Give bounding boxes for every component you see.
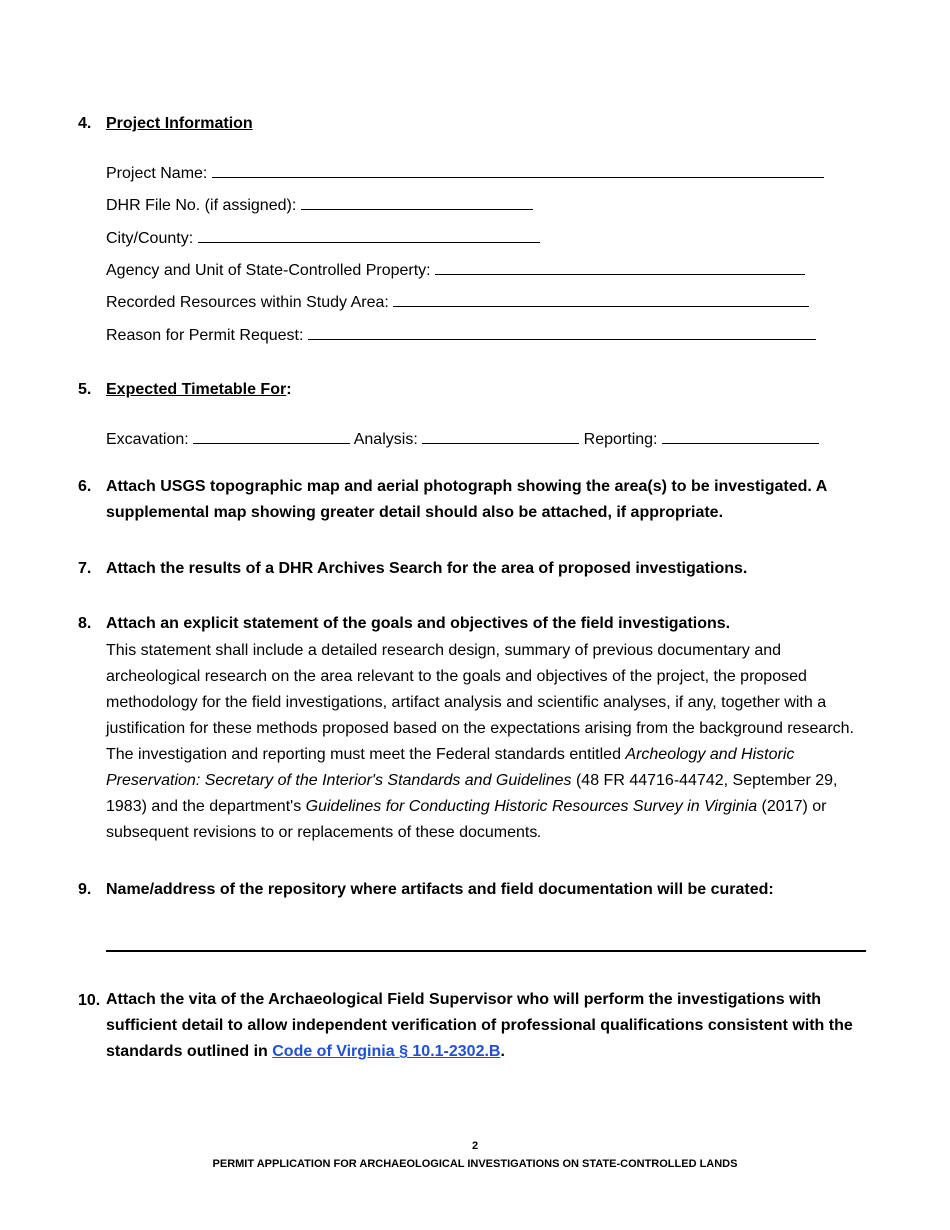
section-10-end-period: . xyxy=(500,1043,505,1060)
section-7-text: Attach the results of a DHR Archives Search for the area of proposed investigations. xyxy=(106,560,748,577)
reason-label: Reason for Permit Request: xyxy=(106,327,304,344)
section-8-italic-title-2: Guidelines for Conducting Historic Resources Survey in Virginia xyxy=(305,798,758,815)
excavation-field[interactable] xyxy=(193,428,350,444)
section-5-colon: : xyxy=(286,381,292,398)
section-8-body xyxy=(106,638,876,846)
section-7-number: 7. xyxy=(78,560,92,577)
section-8-italic-title-1: Archeology and Historic Preservation: Secretary of the Interior's Standards and Guidelines xyxy=(106,746,795,789)
section-4-heading: Project Information xyxy=(106,115,253,132)
page-number: 2 xyxy=(471,1140,479,1152)
section-5-heading: Expected Timetable For xyxy=(106,381,287,398)
dhr-file-row xyxy=(106,194,533,216)
resources-row xyxy=(106,291,809,313)
city-county-row xyxy=(106,227,540,249)
section-5-heading-row xyxy=(106,380,292,400)
timetable-row xyxy=(106,428,819,450)
project-name-row xyxy=(106,162,824,184)
section-10-text-body: Attach the vita of the Archaeological Field Supervisor who will perform the investigations with sufficient detail to allow independent verification of professional qualifications consistent with the standards outlined in xyxy=(106,991,853,1060)
section-6-line-1: Attach USGS topographic map and aerial photograph showing the area(s) to be investigated. A xyxy=(106,478,828,495)
footer-title: PERMIT APPLICATION FOR ARCHAEOLOGICAL INVESTIGATIONS ON STATE-CONTROLLED LANDS xyxy=(212,1158,738,1170)
reporting-label: Reporting: xyxy=(583,431,658,448)
section-8-heading: Attach an explicit statement of the goals and objectives of the field investigations. xyxy=(106,615,731,632)
section-6-line-2: supplemental map showing greater detail should also be attached, if appropriate. xyxy=(106,504,724,521)
section-9-text: Name/address of the repository where artifacts and field documentation will be curated: xyxy=(106,881,774,898)
city-county-label: City/County: xyxy=(106,230,194,247)
section-8-number: 8. xyxy=(78,615,92,632)
project-name-label: Project Name: xyxy=(106,165,208,182)
section-6-number: 6. xyxy=(78,478,92,495)
dhr-file-label: DHR File No. (if assigned): xyxy=(106,197,297,214)
city-county-field[interactable] xyxy=(198,227,540,243)
section-10-number: 10. xyxy=(78,992,101,1009)
reporting-field[interactable] xyxy=(662,428,819,444)
resources-field[interactable] xyxy=(393,291,809,307)
section-8-body-text-3: (2017) or subsequent revisions to or replacements of these documents xyxy=(106,798,827,841)
code-of-virginia-link[interactable]: Code of Virginia § 10.1-2302.B xyxy=(272,1043,501,1060)
section-4-number: 4. xyxy=(78,115,92,132)
dhr-file-field[interactable] xyxy=(301,194,533,210)
analysis-label: Analysis: xyxy=(353,431,418,448)
excavation-label: Excavation: xyxy=(106,431,189,448)
agency-label: Agency and Unit of State-Controlled Property: xyxy=(106,262,431,279)
section-8-end-period: . xyxy=(537,824,542,841)
agency-field[interactable] xyxy=(435,259,805,275)
agency-row xyxy=(106,259,805,281)
section-10-text xyxy=(106,987,878,1065)
reason-row xyxy=(106,324,816,346)
section-8-body-text-2: (48 FR 44716-44742, September 29, 1983) and the department's xyxy=(106,772,838,815)
repository-field[interactable] xyxy=(106,950,866,952)
section-9-number: 9. xyxy=(78,881,92,898)
section-5-number: 5. xyxy=(78,381,92,398)
project-name-field[interactable] xyxy=(212,162,824,178)
reason-field[interactable] xyxy=(308,324,816,340)
section-8-body-text-1: This statement shall include a detailed research design, summary of previous documentary and archeological research on the area relevant to the goals and objectives of the project, the proposed methodology for the field investigations, artifact analysis and scientific analyses, if any, together with a justification for these methods proposed based on the expectations arising from the background research. The investigation and reporting must meet the Federal standards entitled xyxy=(106,642,854,763)
analysis-field[interactable] xyxy=(422,428,579,444)
resources-label: Recorded Resources within Study Area: xyxy=(106,294,389,311)
